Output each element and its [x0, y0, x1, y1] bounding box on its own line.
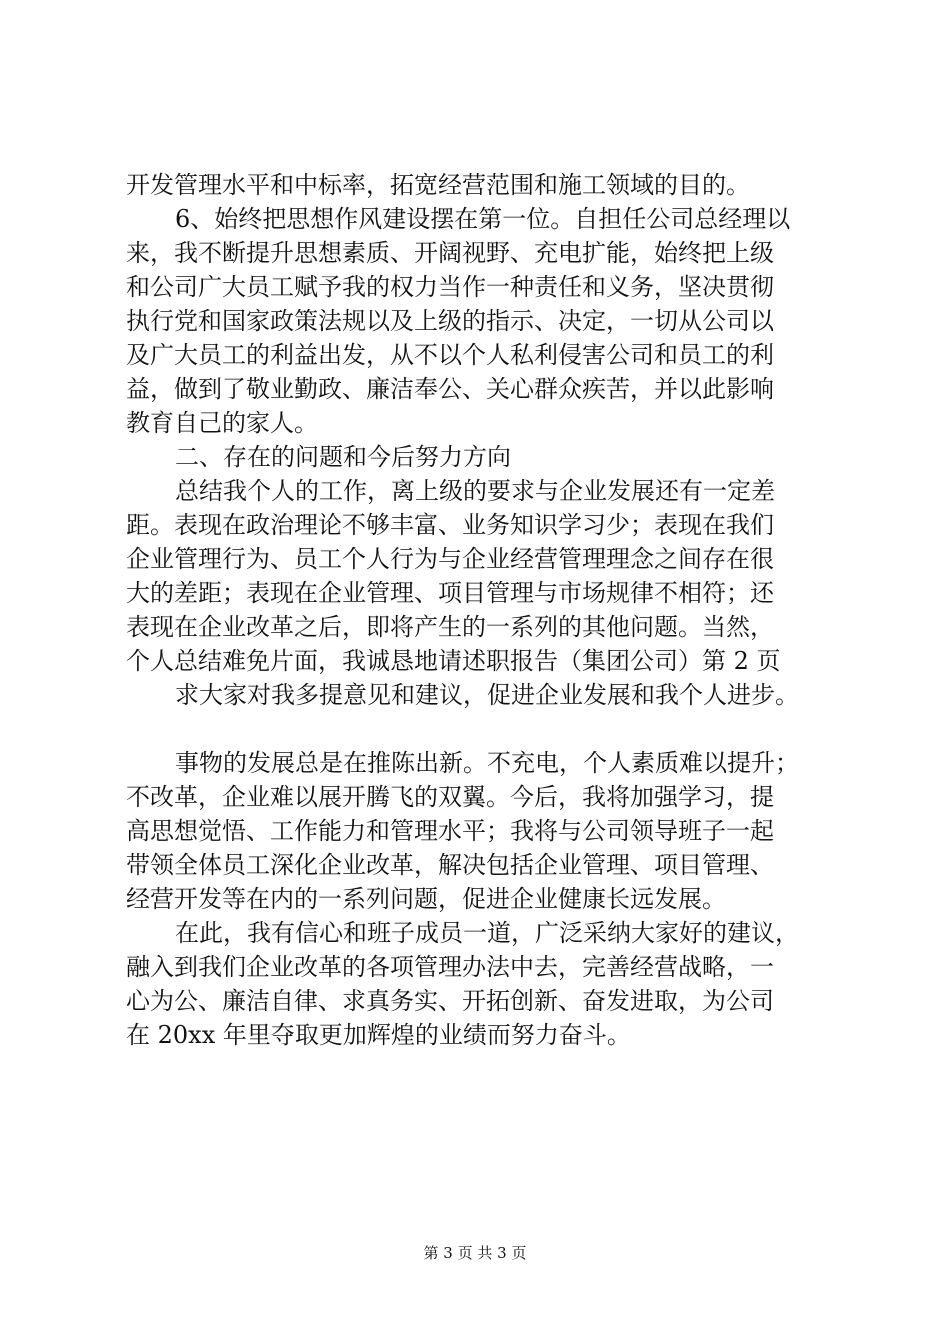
text-line: 企业管理行为、员工个人行为与企业经营管理理念之间存在很 [126, 545, 774, 573]
section-heading: 二、存在的问题和今后努力方向 [175, 443, 511, 471]
text-line: 执行党和国家政策法规以及上级的指示、决定，一切从公司以 [126, 307, 774, 335]
text-line: 个人总结难免片面，我诚恳地请述职报告（集团公司）第 2 页 [126, 647, 781, 675]
text-line: 事物的发展总是在推陈出新。不充电，个人素质难以提升； [175, 749, 799, 777]
text-line: 求大家对我多提意见和建议，促进企业发展和我个人进步。 [175, 681, 799, 709]
text-line: 不改革，企业难以展开腾飞的双翼。今后，我将加强学习，提 [126, 783, 774, 811]
text-line: 6、始终把思想作风建设摆在第一位。自担任公司总经理以 [175, 205, 791, 233]
page-footer: 第 3 页 共 3 页 [423, 1244, 527, 1262]
text-line: 距。表现在政治理论不够丰富、业务知识学习少；表现在我们 [126, 511, 774, 539]
text-line: 开发管理水平和中标率，拓宽经营范围和施工领域的目的。 [126, 171, 750, 199]
text-line: 和公司广大员工赋予我的权力当作一种责任和义务，坚决贯彻 [126, 273, 774, 301]
text-line: 大的差距；表现在企业管理、项目管理与市场规律不相符；还 [126, 579, 774, 607]
text-line: 表现在企业改革之后，即将产生的一系列的其他问题。当然， [126, 613, 774, 641]
text-line: 来，我不断提升思想素质、开阔视野、充电扩能，始终把上级 [126, 239, 774, 267]
text-line: 在 20xx 年里夺取更加辉煌的业绩而努力奋斗。 [126, 1021, 631, 1049]
text-line: 及广大员工的利益出发，从不以个人私利侵害公司和员工的利 [126, 341, 774, 369]
text-line: 融入到我们企业改革的各项管理办法中去，完善经营战略，一 [126, 953, 774, 981]
text-line: 经营开发等在内的一系列问题，促进企业健康长远发展。 [126, 885, 726, 913]
text-line: 总结我个人的工作，离上级的要求与企业发展还有一定差 [175, 477, 775, 505]
paragraph-gap [126, 712, 826, 746]
text-line: 教育自己的家人。 [126, 409, 318, 437]
document-body [126, 168, 826, 1052]
text-line: 高思想觉悟、工作能力和管理水平；我将与公司领导班子一起 [126, 817, 774, 845]
text-line: 在此，我有信心和班子成员一道，广泛采纳大家好的建议， [175, 919, 799, 947]
text-line: 带领全体员工深化企业改革，解决包括企业管理、项目管理、 [126, 851, 774, 879]
text-line: 益，做到了敬业勤政、廉洁奉公、关心群众疾苦，并以此影响 [126, 375, 774, 403]
text-line: 心为公、廉洁自律、求真务实、开拓创新、奋发进取，为公司 [126, 987, 774, 1015]
